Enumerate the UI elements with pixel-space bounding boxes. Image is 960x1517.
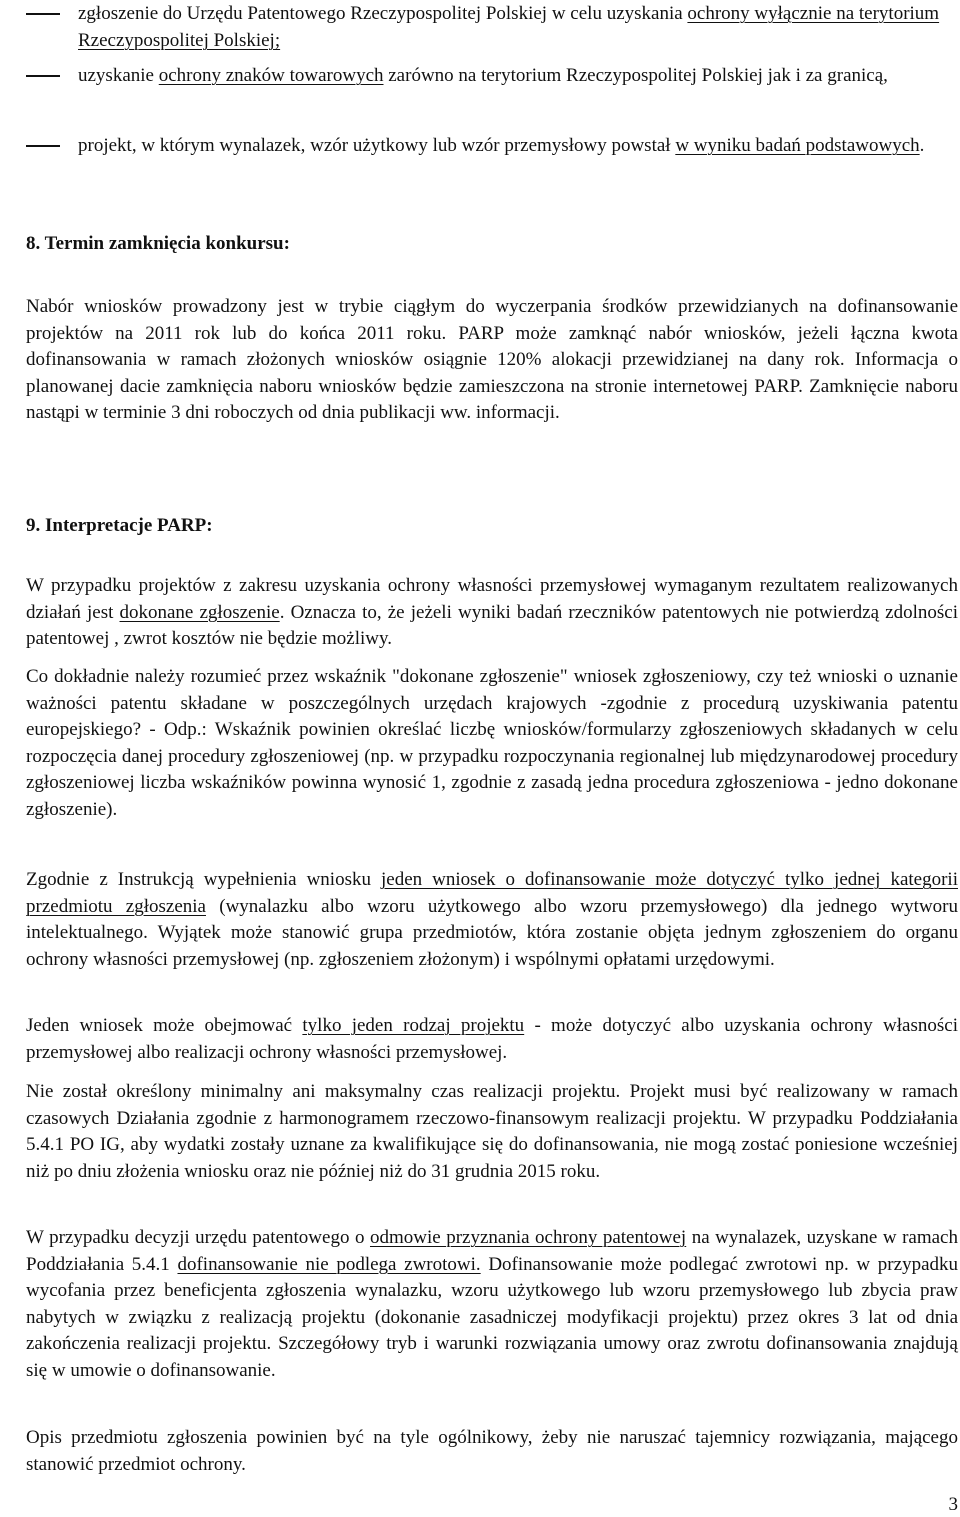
paragraph: Co dokładnie należy rozumieć przez wskaźnik "dokonane zgłoszenie" wniosek zgłoszeniowy, czy też wnioski o uznanie ważności patentu składane w poszczególnych urzędach krajowych -zgodnie z procedurą uzyskiwania patentu europejskiego? - Odp.: Wskaźnik powinien określać liczbę wniosków/formularzy zgłoszeniowych składanych w celu rozpoczęcia danej procedury zgłoszeniowej (np. w przypadku rozpoczynania regionalnej lub międzynarodowej procedury zgłoszeniowej liczba wskaźników powinna wynosić 1, zgodnie z zasadą jedna procedura zgłoszeniowa - jedno dokonane zgłoszenie). bbox=[26, 666, 958, 820]
dash-bullet-icon bbox=[26, 145, 60, 147]
paragraph-text-end: (wynalazku albo wzoru użytkowego albo wzoru przemysłowego) dla jednego wytworu intelektualnego. Wyjątek może stanowić grupa przedmiotów, która zostanie objęta jednym zgłoszeniem do organu ochrony własności przemysłowej (np. zgłoszeniem złożonym) i wspólnymi opłatami urzędowymi. bbox=[26, 895, 958, 970]
paragraph bbox=[26, 1013, 958, 1066]
underlined-text: odmowie przyznania ochrony patentowej bbox=[369, 1227, 687, 1248]
section-9-heading: 9. Interpretacje PARP: bbox=[26, 515, 213, 536]
paragraph: Nie został określony minimalny ani maksymalny czas realizacji projektu. Projekt musi być realizowany w ramach czasowych Działania zgodnie z harmonogramem rzeczowo-finansowym realizacji projektu. W przypadku Poddziałania 5.4.1 PO IG, aby wydatki zostały uznane za kwalifikujące się do dofinansowania, nie mogą zostać poniesione wcześniej niż po dniu złożenia wniosku oraz nie później niż do 31 grudnia 2015 roku. bbox=[26, 1081, 958, 1182]
underlined-text: ochrony znaków towarowych bbox=[158, 65, 384, 86]
list-item-text-end: . bbox=[919, 135, 925, 156]
list-item-text: projekt, w którym wynalazek, wzór użytkowy lub wzór przemysłowy powstał bbox=[78, 135, 676, 156]
paragraph bbox=[26, 573, 958, 653]
paragraph-text-end: Dofinansowanie może podlegać zwrotowi np. w przypadku wycofania przez beneficjenta zgłoszenia wynalazku, wzoru użytkowego lub wzoru przemysłowego lub zbycia praw nabytych w związku z realizacją projektu (dokonanie zasadniczej modyfikacji projektu) przez okres 3 lat od dnia zakończenia realizacji projektu. Szczegółowy tryb i warunki rozwiązania umowy oraz zwrotu dofinansowania znajdują się w umowie o dofinansowanie. bbox=[26, 1253, 959, 1381]
paragraph-text-end: - może dotyczyć albo uzyskania ochrony własności przemysłowej albo realizacji ochrony własności przemysłowej. bbox=[26, 1015, 958, 1063]
underlined-text: jeden wniosek o dofinansowanie może dotyczyć tylko jednej kategorii przedmiotu zgłoszenia bbox=[26, 869, 958, 917]
paragraph-text: Zgodnie z Instrukcją wypełnienia wniosku bbox=[26, 869, 381, 890]
paragraph-text: W przypadku decyzji urzędu patentowego o bbox=[26, 1227, 370, 1248]
underlined-text: ochrony wyłącznie na terytorium Rzeczypospolitej Polskiej; bbox=[78, 3, 940, 51]
list-item-text: zgłoszenie do Urzędu Patentowego Rzeczypospolitej Polskiej w celu uzyskania bbox=[78, 3, 688, 24]
list-item bbox=[26, 0, 960, 54]
paragraph bbox=[26, 1225, 958, 1385]
page-number: 3 bbox=[948, 1494, 958, 1515]
paragraph-text: Jeden wniosek może obejmować bbox=[26, 1015, 303, 1036]
section-8-heading: 8. Termin zamknięcia konkursu: bbox=[26, 233, 290, 254]
dash-bullet-icon bbox=[26, 75, 60, 77]
underlined-text: tylko jeden rodzaj projektu bbox=[302, 1015, 525, 1036]
paragraph bbox=[26, 867, 958, 973]
paragraph-text: W przypadku projektów z zakresu uzyskania ochrony własności przemysłowej wymaganym rezultatem realizowanych działań jest bbox=[26, 575, 958, 623]
underlined-text: w wyniku badań podstawowych bbox=[675, 135, 920, 156]
list-item bbox=[26, 132, 960, 159]
paragraph: Opis przedmiotu zgłoszenia powinien być na tyle ogólnikowy, żeby nie naruszać tajemnicy rozwiązania, mającego stanowić przedmiot ochrony. bbox=[26, 1427, 958, 1475]
paragraph-text-mid: na wynalazek, uzyskane w ramach Poddziałania 5.4.1 bbox=[26, 1227, 958, 1275]
list-item-text-end: zarówno na terytorium Rzeczypospolitej Polskiej jak i za granicą, bbox=[383, 65, 888, 86]
list-item bbox=[26, 62, 960, 89]
section-8-paragraph: Nabór wniosków prowadzony jest w trybie ciągłym do wyczerpania środków przewidzianych na dofinansowanie projektów na 2011 rok lub do końca 2011 roku. PARP może zamknąć nabór wniosków, jeżeli łączna kwota dofinansowania w ramach złożonych wniosków osiągnie 120% alokacji przewidzianej na dany rok. Informacja o planowanej dacie zamknięcia naboru wniosków będzie zamieszczona na stronie internetowej PARP. Zamknięcie naboru nastąpi w terminie 3 dni roboczych od dnia publikacji ww. informacji. bbox=[26, 296, 958, 424]
paragraph-text-end: . Oznacza to, że jeżeli wyniki badań rzeczników patentowych nie potwierdzą zdolności patentowej , zwrot kosztów nie będzie możliwy. bbox=[26, 601, 958, 650]
dash-bullet-icon bbox=[26, 13, 60, 15]
underlined-text: dofinansowanie nie podlega zwrotowi. bbox=[177, 1253, 481, 1275]
underlined-text: dokonane zgłoszenie bbox=[119, 601, 280, 623]
list-item-text: uzyskanie bbox=[78, 65, 159, 86]
